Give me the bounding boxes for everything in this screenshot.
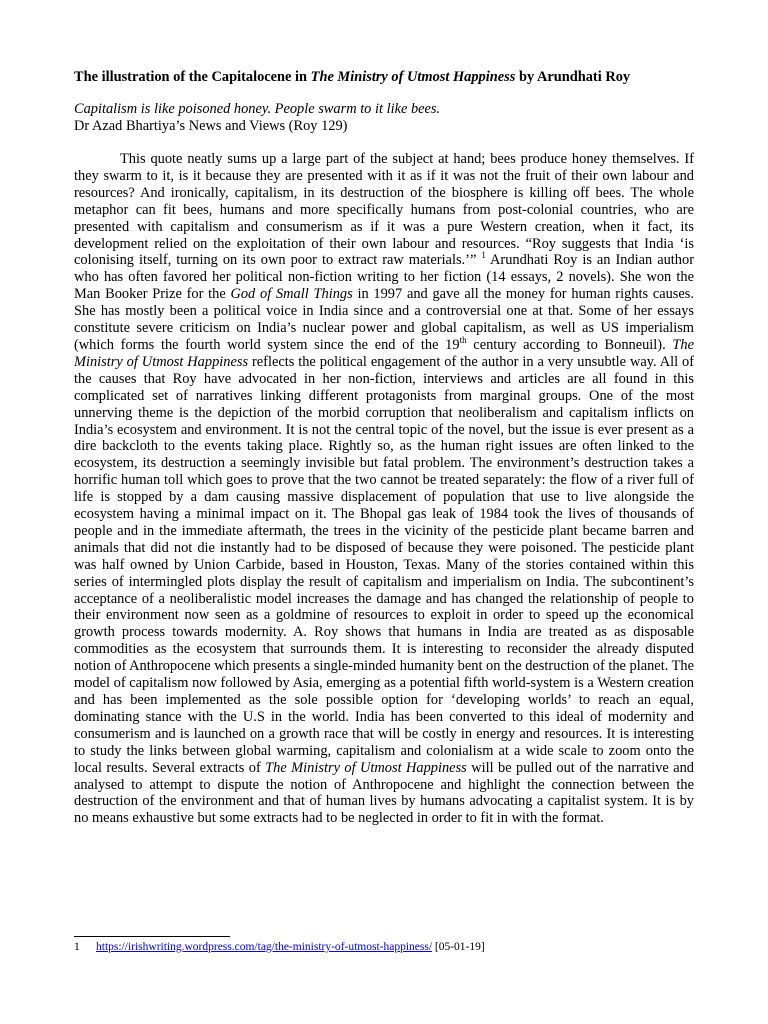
- document-title: [74, 68, 694, 87]
- footnote-link[interactable]: https://irishwriting.wordpress.com/tag/the-ministry-of-utmost-happiness/: [96, 941, 433, 953]
- footnote-reference[interactable]: 1: [481, 250, 486, 261]
- body-paragraph: [74, 151, 694, 827]
- title-lead: The illustration of the Capitalocene in: [74, 69, 311, 85]
- body-sentence-3: in 1997 and gave all the money for human rights causes. She has mostly been a political voice in India since and a controversial one at that. Some of her essays constitute severe criticism on India’s nuclear power and global capitalism, as well as US imperialism (which forms the fourth world system since the end of the 19: [74, 286, 694, 353]
- body-sentence-5: reflects the political engagement of the author in a very unsubtle way. All of the causes that Roy have advocated in her non-fiction, interviews and articles are all found in this complicated set of narratives linking different protagonists from marginal groups. One of the most unnerving theme is the depiction of the morbid corruption that neoliberalism and capitalism inflicts on India’s ecosystem and environment. It is not the central topic of the novel, but the issue is ever present as a dire backcloth to the events taking place. Rightly so, as the human right issues are often linked to the ecosystem, its destruction a seemingly invisible but fatal problem. The environment’s destruction takes a horrific human toll which goes to prove that the two cannot be treated separately: the flow of a river full of life is stopped by a dam causing massive displacement of population that use to live alongside the ecosystem having a minimal impact on it. The Bhopal gas leak of 1984 took the lives of thousands of people and in the immediate aftermath, the trees in the vicinity of the pesticide plant became barren and animals that did not die instantly had to be disposed of because they were poisoned. The pesticide plant was half owned by Union Carbide, based in Houston, Texas. Many of the stories contained within this series of intermingled plots display the result of capitalism and imperialism on India. The subcontinent’s acceptance of a neoliberalistic model increases the damage and has changed the relationship of people to their environment now seen as a goldmine of resources to exploit in order to speed up the economical growth process towards modernity. A. Roy shows that humans in India are treated as as disposable commodities as the ecosystem that surrounds them. It is interesting to reconsider the already disputed notion of Anthropocene which presents a single-minded humanity bent on the destruction of the planet. The model of capitalism now followed by Asia, emerging as a potential fifth world-system is a Western creation and has been implemented as the sole possible option for ‘developing worlds’ to reach an equal, dominating stance with the U.S in the world. India has been converted to this ideal of modernity and consumerism and is launched on a growth race that will be costly in energy and resources. It is interesting to study the links between global warming, capitalism and colonialism at a wide scale to zoom onto the local results. Several extracts of: [74, 353, 695, 776]
- body-sentence-2: Arundhati Roy is an Indian author who has often favored her political non-fiction writing to her fiction (14 essays, 2 novels). She won the Man Booker Prize for the: [74, 252, 694, 303]
- title-book: The Ministry of Utmost Happiness: [310, 69, 516, 85]
- epigraph-source: Dr Azad Bhartiya’s News and Views (Roy 129): [74, 118, 348, 134]
- document-page: [74, 68, 694, 842]
- book-title-ministry: The Ministry of Utmost Happiness: [74, 336, 694, 370]
- footnote-date: [05-01-19]: [432, 941, 485, 953]
- epigraph: [74, 101, 694, 135]
- book-title-god-of-small-things: God of Small Things: [230, 286, 353, 303]
- book-title-ministry-second: The Ministry of Utmost Happiness: [265, 759, 467, 776]
- epigraph-quote: Capitalism is like poisoned honey. People swarm to it like bees.: [74, 101, 441, 117]
- body-sentence-6: will be pulled out of the narrative and analysed to attempt to dispute the notion of Anthropocene and highlight the connection between the destruction of the environment and that of human lives by humans advocating a capitalist system. It is by no means exhaustive but some extracts had to be neglected in order to fit in with the format.: [74, 759, 694, 827]
- footnote-number: 1: [74, 941, 80, 953]
- footnote: [74, 940, 485, 955]
- body-sentence-1: This quote neatly sums up a large part of the subject at hand; bees produce honey themselves. If they swarm to it, is it because they are presented with it as if it was not the fruit of their own labour and resources? And ironically, capitalism, in its destruction of the biosphere is killing off bees. The whole metaphor can fit bees, humans and more specifically humans from post-colonial countries, who are presented with capitalism and consumerism as if it was a pure Western creation, when it fact, its development relied on the exploitation of their own labour and resources. “Roy suggests that India ‘is colonising itself, turning on its own poor to extract raw materials.’”: [74, 151, 694, 269]
- body-sentence-4: century according to Bonneuil).: [466, 336, 673, 353]
- title-tail: by Arundhati Roy: [515, 69, 631, 85]
- footnote-separator: [74, 936, 230, 937]
- superscript-th: th: [459, 335, 467, 346]
